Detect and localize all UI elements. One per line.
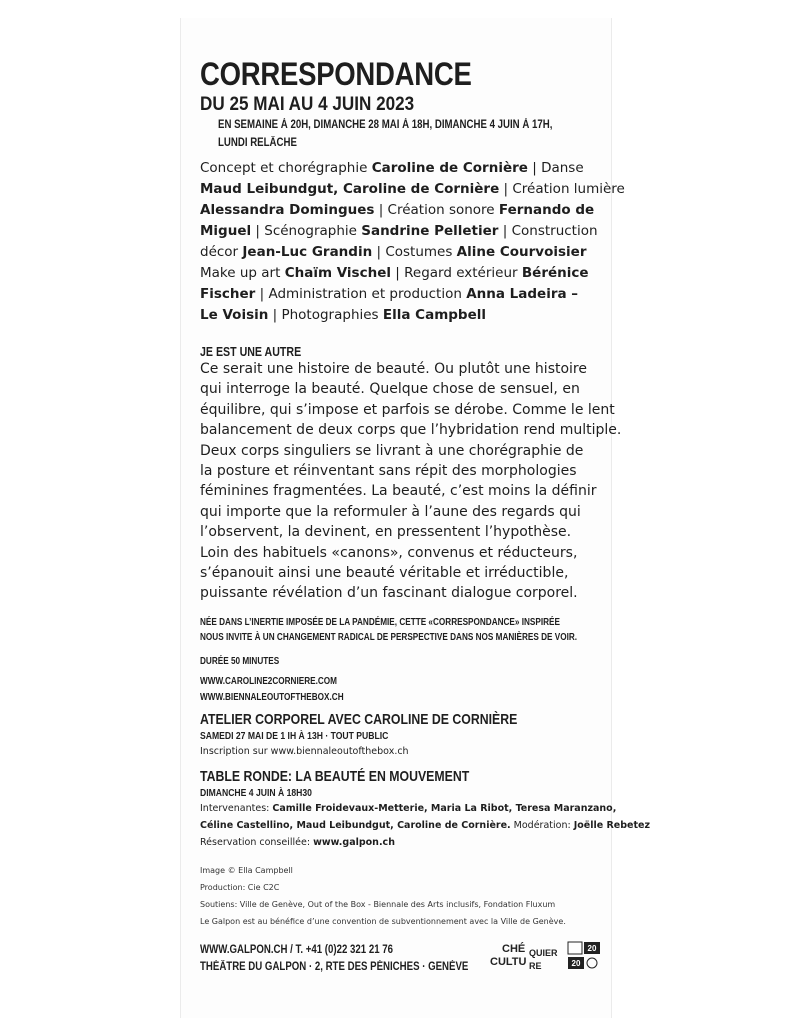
logo-text-2a: CULTU — [490, 956, 527, 968]
credit-line — [200, 244, 586, 260]
image-credit: Image © Ella Campbell — [200, 866, 293, 875]
credit-line-seg: | Photographies — [268, 307, 383, 323]
logo-text-1a: CHÉ — [502, 943, 526, 955]
logo-year-1: 20 — [587, 944, 597, 953]
credit-line — [200, 160, 584, 176]
note-line-2: NOUS INVITE À UN CHANGEMENT RADICAL DE PERSPECTIVE DANS NOS MANIÈRES DE VOIR. — [200, 631, 578, 643]
atelier-info: Inscription sur www.biennaleoutofthebox.ch — [200, 746, 409, 757]
credit-line-seg: Fernando de — [498, 202, 595, 218]
subsidy-note: Le Galpon est au bénéfice d’une convention de subventionnement avec la Ville de Genève. — [200, 917, 566, 926]
table-ronde-title: TABLE RONDE: LA BEAUTÉ EN MOUVEMENT — [200, 768, 470, 785]
duration: DURÉE 50 MINUTES — [200, 655, 280, 667]
credit-line-seg: | Scénographie — [251, 223, 362, 239]
atelier-when: SAMEDI 27 MAI DE 1 IH À 13H · TOUT PUBLIC — [200, 730, 389, 742]
section-title: JE EST UNE AUTRE — [200, 345, 302, 359]
credit-line — [200, 307, 486, 323]
credit-line-seg: Aline Courvoisier — [456, 244, 587, 260]
note-line-1: NÉE DANS L’INERTIE IMPOSÉE DE LA PANDÉMIE, CETTE «CORRESPONDANCE» INSPIRÉE — [200, 616, 560, 628]
credit-line-seg: | Construction — [498, 223, 598, 239]
link-biennale[interactable]: WWW.BIENNALEOUTOFTHEBOX.CH — [200, 691, 344, 703]
tr1-seg: Camille Froidevaux-Metterie, Maria La Ribot, Teresa Maranzano, — [272, 803, 617, 814]
table-ronde-reservation — [200, 837, 395, 848]
logo-badge-icon — [568, 942, 582, 954]
credit-line-seg: | Administration et production — [255, 286, 467, 302]
description-line: puissante révélation d’un fascinant dialogue corporel. — [200, 585, 578, 602]
schedule-line-2: LUNDI RELÂCHE — [218, 137, 297, 149]
credit-line-seg: Alessandra Domingues — [200, 202, 375, 218]
credit-line-seg: | Costumes — [372, 244, 457, 260]
credit-line-seg: Bérénice — [521, 265, 589, 281]
description-line: balancement de deux corps que l’hybridation rend multiple. — [200, 422, 622, 439]
page-title: CORRESPONDANCE — [200, 56, 472, 92]
credit-line-seg: Le Voisin — [200, 307, 269, 323]
schedule-line-1: EN SEMAINE À 20H, DIMANCHE 28 MAI À 18H, DIMANCHE 4 JUIN À 17H, — [218, 119, 553, 131]
credit-line-seg: Anna Ladeira – — [466, 286, 579, 302]
description-line: Ce serait une histoire de beauté. Ou plutôt une histoire — [200, 361, 587, 377]
credit-line-seg: Miguel — [200, 223, 252, 239]
description-line: l’observent, la devinent, en pressentent l’hypothèse. — [200, 524, 572, 541]
atelier-title: ATELIER CORPOREL AVEC CAROLINE DE CORNIÈRE — [200, 711, 518, 728]
supporters: Soutiens: Ville de Genève, Out of the Box - Biennale des Arts inclusifs, Fondation Fluxum — [200, 900, 556, 909]
credit-line-seg: | Danse — [527, 160, 584, 176]
credit-line-seg: Chaïm Vischel — [284, 265, 391, 281]
table-ronde-when: DIMANCHE 4 JUIN À 18H30 — [200, 787, 312, 799]
table-ronde-speakers-2 — [200, 820, 650, 831]
description-line: s’épanouit ainsi une beauté véritable et irréductible, — [200, 565, 569, 581]
tr2-seg: Joëlle Rebetez — [573, 820, 650, 831]
credit-line-seg: Ella Campbell — [382, 307, 486, 323]
date-range: DU 25 MAI AU 4 JUIN 2023 — [200, 94, 415, 115]
description-line: qui interroge la beauté. Quelque chose de sensuel, en — [200, 381, 580, 398]
description-line: la posture et réinventant sans répit des morphologies — [200, 463, 577, 479]
tr3-seg: www.galpon.ch — [313, 837, 395, 848]
cheque-culture-logo — [490, 940, 602, 972]
credit-line-seg: Maud Leibundgut, Caroline de Cornière — [200, 181, 500, 197]
description-line: équilibre, qui s’impose et parfois se dérobe. Comme le lent — [200, 401, 615, 418]
credit-line-seg: Jean-Luc Grandin — [242, 244, 373, 260]
credit-line-seg: Concept et chorégraphie — [200, 160, 372, 176]
credit-line-seg: | Regard extérieur — [390, 265, 522, 281]
logo-circle-icon — [587, 958, 597, 968]
footer-contact: WWW.GALPON.CH / T. +41 (0)22 321 21 76 — [200, 944, 394, 956]
credit-line-seg: décor — [200, 244, 243, 260]
tr2-seg: Céline Castellino, Maud Leibundgut, Caroline de Cornière. — [200, 820, 511, 831]
credit-line-seg: | Création lumière — [499, 181, 625, 197]
link-caroline[interactable]: WWW.CAROLINE2CORNIERE.COM — [200, 675, 337, 687]
logo-year-2: 20 — [571, 959, 581, 968]
credit-line-seg: Make up art — [200, 265, 285, 281]
credit-line — [200, 181, 625, 197]
credit-line — [200, 223, 598, 239]
credit-line — [200, 202, 594, 218]
logo-text-1b: QUIER — [529, 948, 558, 958]
credit-line-seg: Caroline de Cornière — [371, 160, 528, 176]
tr1-seg: Intervenantes: — [200, 803, 273, 814]
credit-line — [200, 286, 578, 302]
description-line: Loin des habituels «canons», convenus et réducteurs, — [200, 544, 578, 561]
tr3-seg: Réservation conseillée: — [200, 837, 314, 848]
credit-line-seg: Fischer — [200, 286, 256, 302]
tr2-seg: Modération: — [510, 820, 574, 831]
production-credit: Production: Cie C2C — [200, 883, 280, 892]
footer-address: THÉÂTRE DU GALPON · 2, RTE DES PÉNICHES · GENÈVE — [200, 961, 469, 973]
description-line: Deux corps singuliers se livrant à une chorégraphie de — [200, 442, 584, 459]
description-line: qui importe que la reformuler à l’aune des regards qui — [200, 503, 581, 520]
credit-line — [200, 265, 589, 281]
description-line: féminines fragmentées. La beauté, c’est moins la définir — [200, 483, 597, 500]
credit-line-seg: | Création sonore — [374, 202, 499, 218]
logo-text-2b: RE — [529, 961, 542, 971]
credit-line-seg: Sandrine Pelletier — [361, 223, 499, 239]
table-ronde-speakers-1 — [200, 803, 616, 814]
